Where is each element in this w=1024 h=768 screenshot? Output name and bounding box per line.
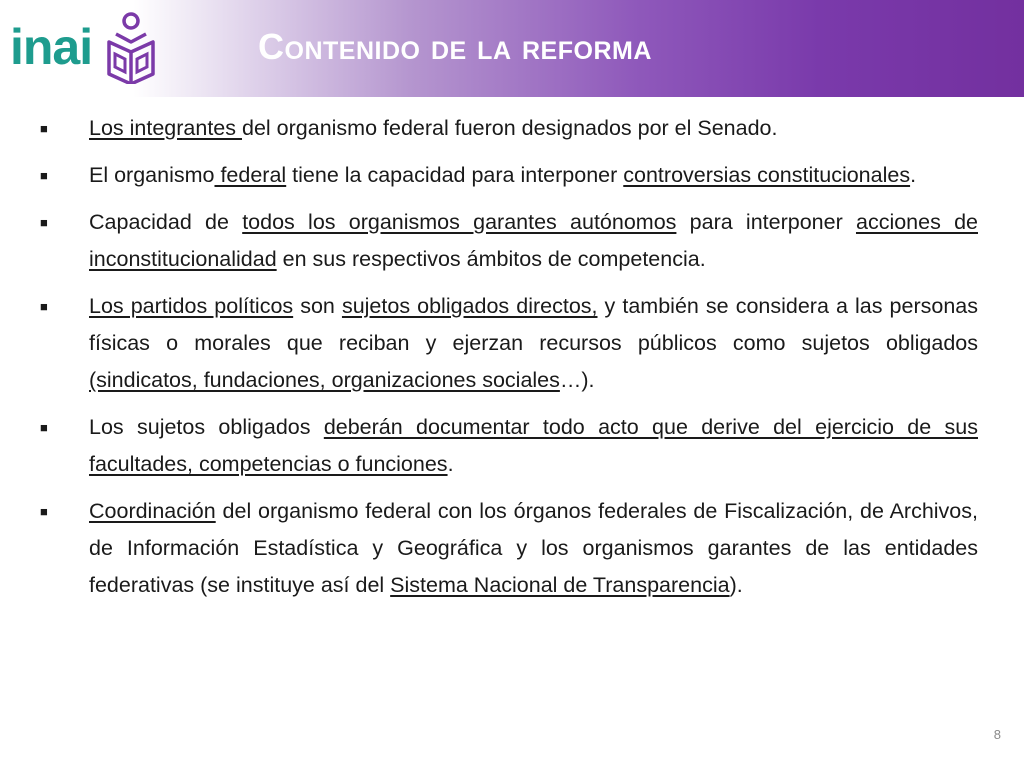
square-bullet-icon: ■ bbox=[40, 215, 48, 230]
bullet-text bbox=[89, 294, 978, 392]
text-segment: Capacidad de bbox=[89, 210, 243, 234]
bullet-text bbox=[89, 210, 978, 271]
underlined-text-segment: Coordinación bbox=[89, 499, 216, 523]
square-bullet-icon: ■ bbox=[40, 299, 48, 314]
underlined-text-segment: deberán documentar todo acto que derive del ejercicio de sus facultades, competencias o funciones bbox=[89, 415, 978, 476]
bullet-item bbox=[36, 110, 978, 147]
bullet-text bbox=[89, 163, 916, 187]
bullet-text bbox=[89, 499, 978, 597]
text-segment: y también se considera a las personas físicas o morales que reciban y ejerzan recursos públicos como sujetos obligados bbox=[89, 294, 978, 355]
underlined-text-segment: (sindicatos, fundaciones, organizaciones sociales bbox=[89, 368, 560, 392]
text-segment: en sus respectivos ámbitos de competencia. bbox=[276, 247, 706, 271]
square-bullet-icon: ■ bbox=[40, 504, 48, 519]
square-bullet-icon: ■ bbox=[40, 168, 48, 183]
text-segment: del organismo federal con los órganos federales de Fiscalización, de Archivos, de Información Estadística y Geográfica y los organismos garantes de las entidades federativas (se instituye así del bbox=[89, 499, 978, 597]
page-number: 8 bbox=[993, 727, 1001, 742]
underlined-text-segment: controversias constitucionales bbox=[623, 163, 911, 187]
text-segment: El organismo bbox=[89, 163, 215, 187]
bullet-text bbox=[89, 116, 777, 140]
text-segment: tiene la capacidad para interponer bbox=[286, 163, 624, 187]
underlined-text-segment: Los integrantes bbox=[89, 116, 242, 140]
bullet-item bbox=[36, 204, 978, 278]
text-segment: Los sujetos obligados bbox=[89, 415, 324, 439]
text-segment: del organismo federal fueron designados por el Senado. bbox=[242, 116, 778, 140]
text-segment: . bbox=[910, 163, 917, 187]
square-bullet-icon: ■ bbox=[40, 420, 48, 435]
bullet-item bbox=[36, 493, 978, 604]
logo-text: inai bbox=[10, 19, 93, 75]
underlined-text-segment: Los partidos políticos bbox=[89, 294, 294, 318]
inai-logo bbox=[10, 12, 160, 87]
bullet-item bbox=[36, 157, 978, 194]
bullet-item bbox=[36, 288, 978, 399]
underlined-text-segment: federal bbox=[214, 163, 287, 187]
inai-person-book-icon bbox=[106, 12, 156, 84]
bullet-item bbox=[36, 409, 978, 483]
text-segment: . bbox=[447, 452, 454, 476]
bullet-list bbox=[36, 110, 978, 614]
bullet-text bbox=[89, 415, 978, 476]
underlined-text-segment: Sistema Nacional de Transparencia bbox=[390, 573, 730, 597]
underlined-text-segment: acciones de inconstitucionalidad bbox=[89, 210, 978, 271]
text-segment: …). bbox=[559, 368, 595, 392]
text-segment: para interponer bbox=[676, 210, 856, 234]
text-segment: ). bbox=[729, 573, 743, 597]
header-banner bbox=[0, 0, 1024, 97]
underlined-text-segment: todos los organismos garantes autónomos bbox=[242, 210, 677, 234]
slide-title: Contenido de la reforma bbox=[258, 26, 652, 67]
square-bullet-icon: ■ bbox=[40, 121, 48, 136]
underlined-text-segment: sujetos obligados directos, bbox=[341, 294, 598, 318]
text-segment: son bbox=[293, 294, 342, 318]
